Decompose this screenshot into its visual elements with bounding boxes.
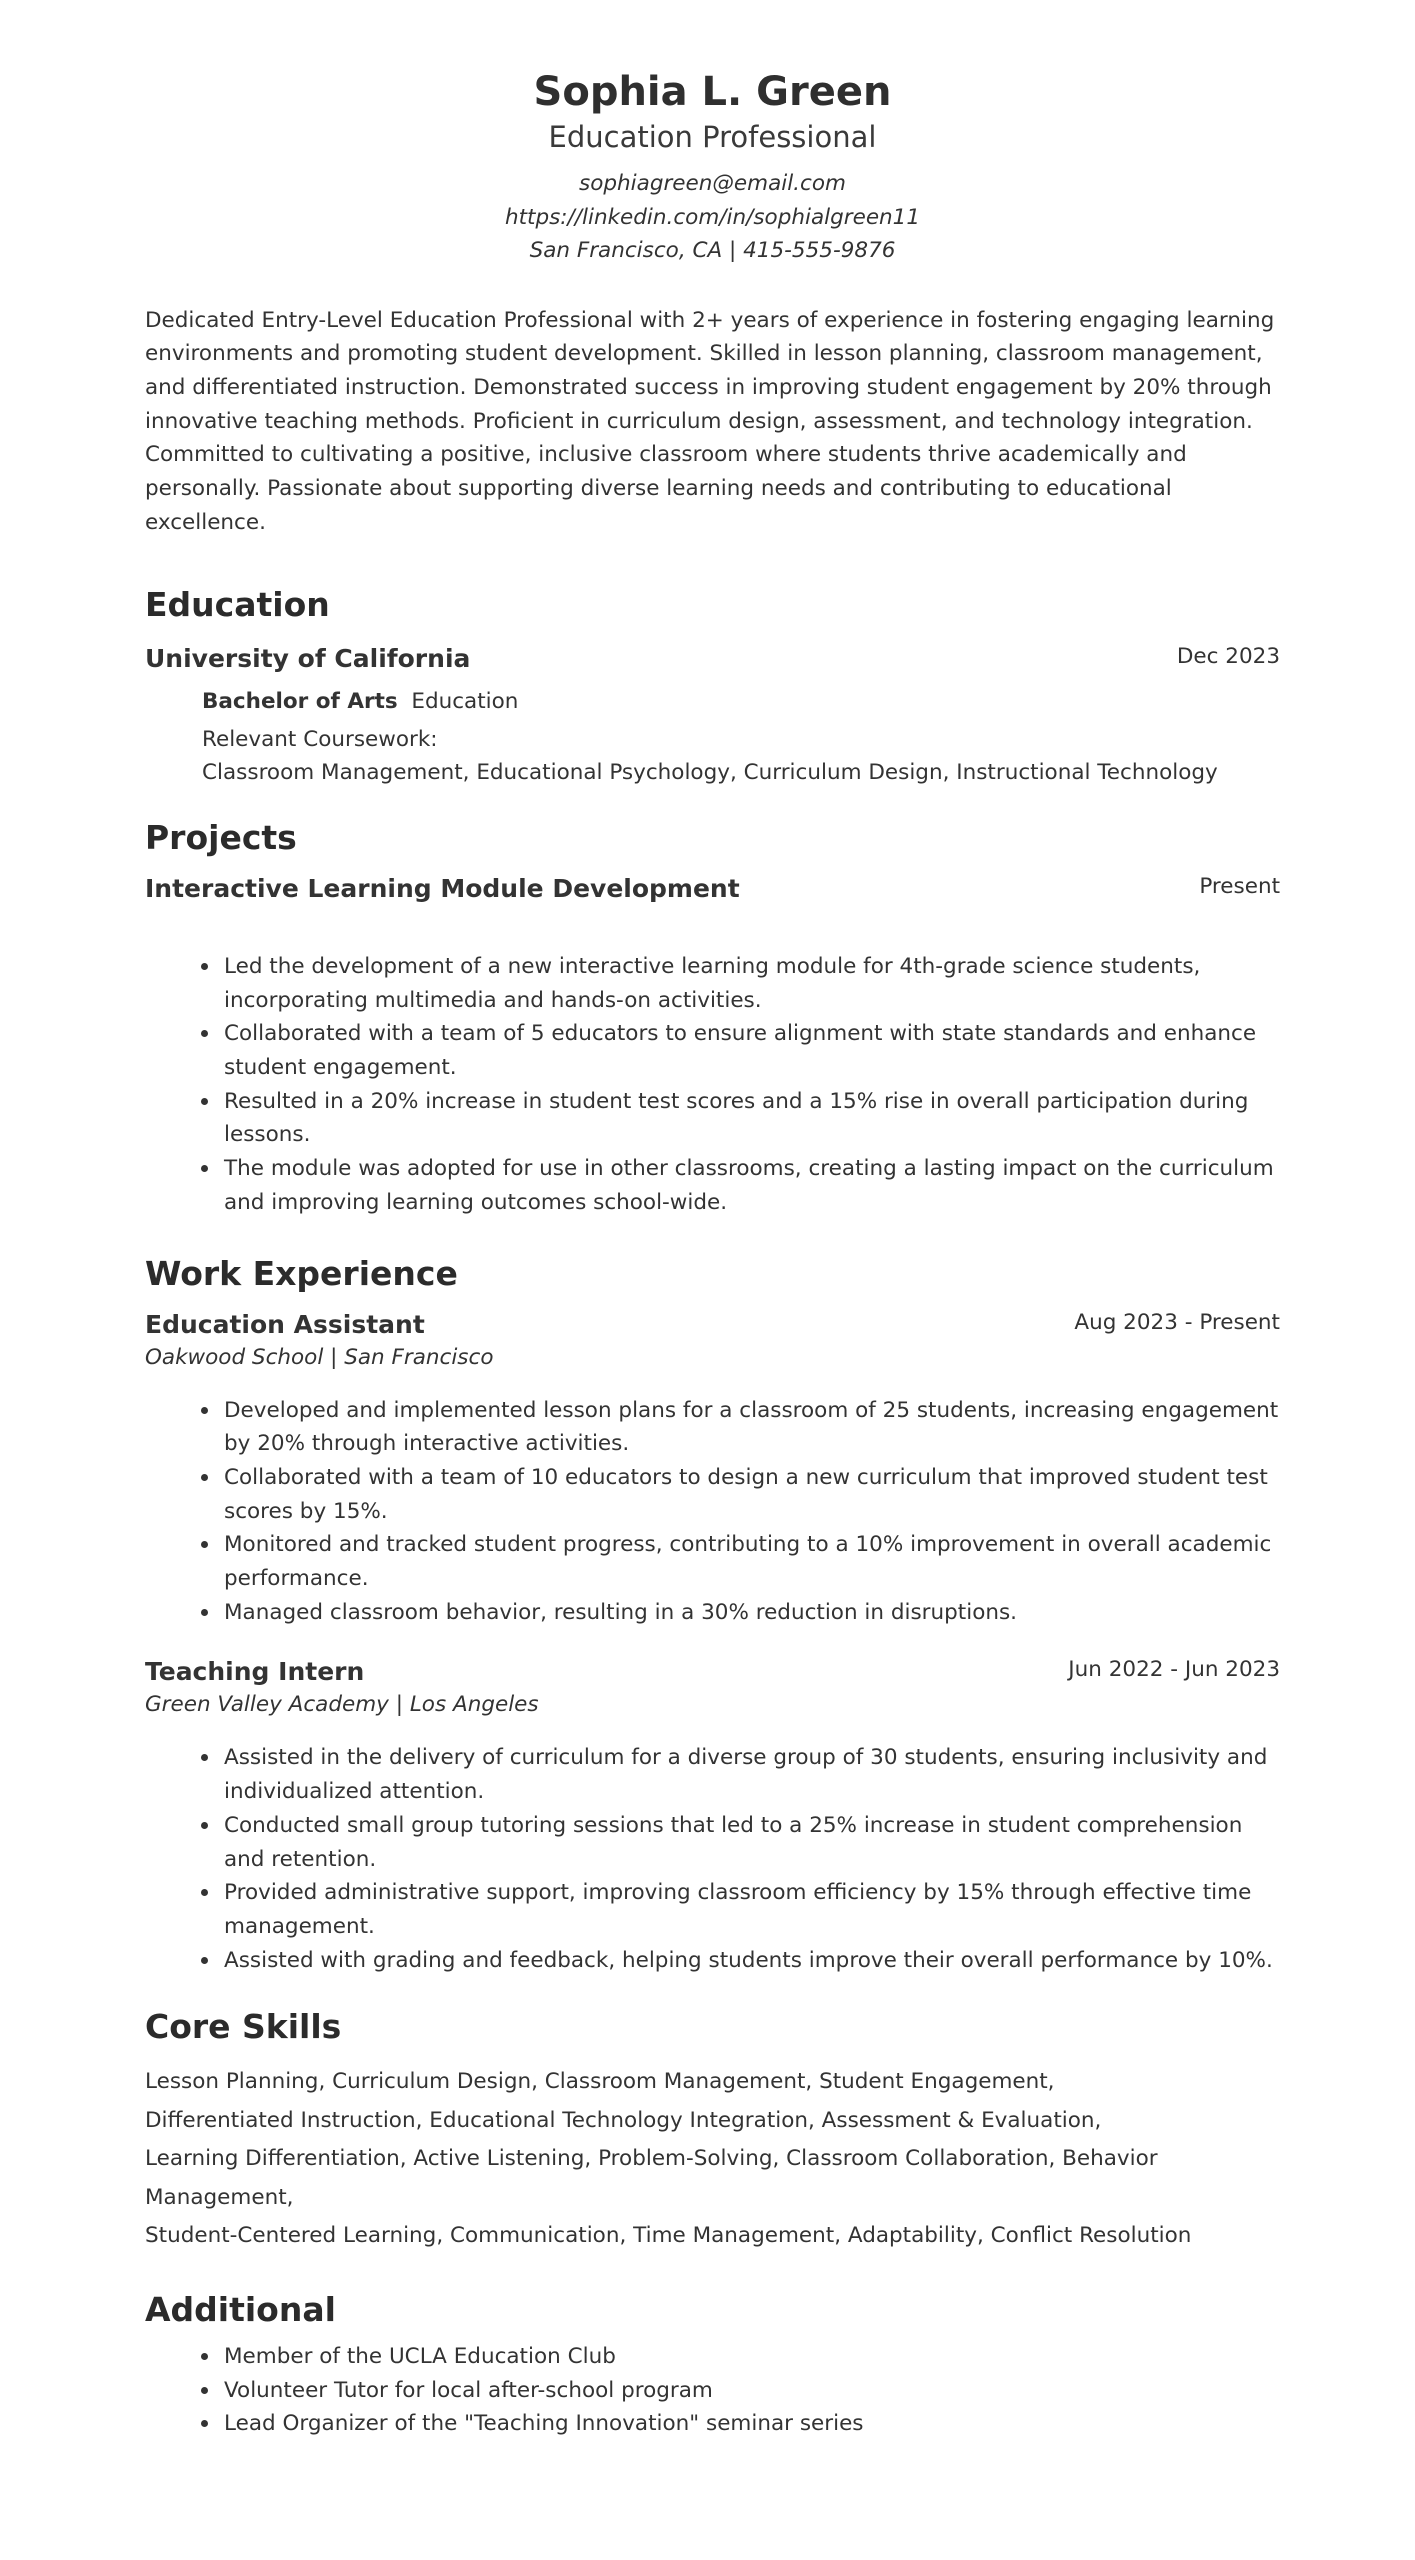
graduation-date: Dec 2023: [1176, 644, 1280, 670]
contact-info: [145, 167, 1280, 268]
job-role: Teaching Intern: [145, 1657, 365, 1687]
skills-line: Differentiated Instruction, Educational Technology Integration, Assessment & Evaluation,: [145, 2107, 1102, 2133]
project-name: Interactive Learning Module Development: [145, 873, 740, 903]
job-date: Aug 2023 - Present: [1074, 1309, 1280, 1335]
project-date: Present: [1199, 873, 1280, 899]
list-item: Provided administrative support, improving classroom efficiency by 15% through effective time management.: [224, 1876, 1280, 1943]
job-organization: Oakwood School | San Francisco: [145, 1344, 494, 1370]
section-title-additional: Additional: [145, 2289, 336, 2329]
candidate-name: Sophia L. Green: [533, 69, 892, 115]
list-item: Collaborated with a team of 5 educators to ensure alignment with state standards and enhance student engagement.: [224, 1017, 1280, 1084]
skills-line: Learning Differentiation, Active Listening, Problem-Solving, Classroom Collaboration, Behavior Management,: [145, 2146, 1158, 2210]
project-bullets: [145, 950, 1280, 1220]
skills-line: Lesson Planning, Curriculum Design, Classroom Management, Student Engagement,: [145, 2069, 1055, 2095]
skills-section: [145, 2005, 1280, 2256]
projects-section: [145, 816, 1280, 1220]
skills-line: Student-Centered Learning, Communication, Time Management, Adaptability, Conflict Resolution: [145, 2223, 1192, 2249]
list-item: Volunteer Tutor for local after-school program: [224, 2374, 1280, 2408]
job-organization: Green Valley Academy | Los Angeles: [145, 1692, 539, 1718]
list-item: Assisted in the delivery of curriculum for a diverse group of 30 students, ensuring inclusivity and individualized attention.: [224, 1741, 1280, 1808]
section-title-experience: Work Experience: [145, 1253, 458, 1293]
job-header: [145, 1655, 1280, 1689]
candidate-headline: Education Professional: [548, 120, 877, 154]
list-item: Lead Organizer of the "Teaching Innovation" seminar series: [224, 2407, 1280, 2441]
coursework-label: Relevant Coursework:: [202, 726, 438, 752]
skills-list: [145, 2063, 1280, 2256]
degree-line: [202, 685, 1280, 719]
coursework-list: Classroom Management, Educational Psychology, Curriculum Design, Instructional Technology: [202, 760, 1218, 786]
degree-field: Education: [411, 689, 519, 715]
list-item: The module was adopted for use in other classrooms, creating a lasting impact on the curriculum and improving learning outcomes school-wide.: [224, 1152, 1280, 1219]
job-entry: [145, 1308, 1280, 1630]
job-bullets: [145, 1741, 1280, 1977]
linkedin-link[interactable]: https://linkedin.com/in/sophialgreen11: [504, 204, 921, 230]
list-item: Assisted with grading and feedback, helping students improve their overall performance by 10%.: [224, 1944, 1280, 1978]
list-item: Developed and implemented lesson plans for a classroom of 25 students, increasing engagement by 20% through interactive activities.: [224, 1394, 1280, 1461]
job-date: Jun 2022 - Jun 2023: [1068, 1657, 1280, 1683]
degree-name: Bachelor of Arts: [202, 689, 398, 715]
resume-page: [145, 0, 1280, 2441]
location-phone: San Francisco, CA | 415-555-9876: [529, 238, 896, 263]
list-item: Collaborated with a team of 10 educators to design a new curriculum that improved student test scores by 15%.: [224, 1461, 1280, 1528]
section-title-projects: Projects: [145, 817, 297, 857]
experience-section: [145, 1252, 1280, 1978]
job-bullets: [145, 1394, 1280, 1630]
list-item: Resulted in a 20% increase in student test scores and a 15% rise in overall participation during lessons.: [224, 1085, 1280, 1152]
job-header: [145, 1308, 1280, 1342]
school-name: University of California: [145, 644, 471, 674]
section-title-skills: Core Skills: [145, 2007, 342, 2047]
email-link[interactable]: sophiagreen@email.com: [579, 171, 846, 196]
professional-summary: Dedicated Entry-Level Education Professional with 2+ years of experience in fostering engaging learning environments and promoting student development. Skilled in lesson planning, classroom management, and differentiated instruction. Demonstrated success in improving student engagement by 20% through innovative teaching methods. Proficient in curriculum design, assessment, and technology integration. Committed to cultivating a positive, inclusive classroom where students thrive academically and personally. Passionate about supporting diverse learning needs and contributing to educational excellence.: [145, 307, 1275, 535]
list-item: Led the development of a new interactive learning module for 4th-grade science students, incorporating multimedia and hands-on activities.: [224, 950, 1280, 1017]
list-item: Managed classroom behavior, resulting in a 30% reduction in disruptions.: [224, 1596, 1280, 1630]
education-section: [145, 583, 1280, 790]
project-entry-header: [145, 872, 1280, 906]
additional-section: [145, 2288, 1280, 2441]
list-item: Member of the UCLA Education Club: [224, 2340, 1280, 2374]
list-item: Conducted small group tutoring sessions that led to a 25% increase in student comprehension and retention.: [224, 1809, 1280, 1876]
list-item: Monitored and tracked student progress, contributing to a 10% improvement in overall academic performance.: [224, 1528, 1280, 1595]
job-entry: [145, 1655, 1280, 1977]
section-title-education: Education: [145, 585, 330, 625]
additional-list: [145, 2340, 1280, 2441]
job-role: Education Assistant: [145, 1309, 425, 1339]
resume-header: [145, 0, 1280, 268]
education-entry-header: [145, 642, 1280, 676]
education-details: [145, 685, 1280, 790]
